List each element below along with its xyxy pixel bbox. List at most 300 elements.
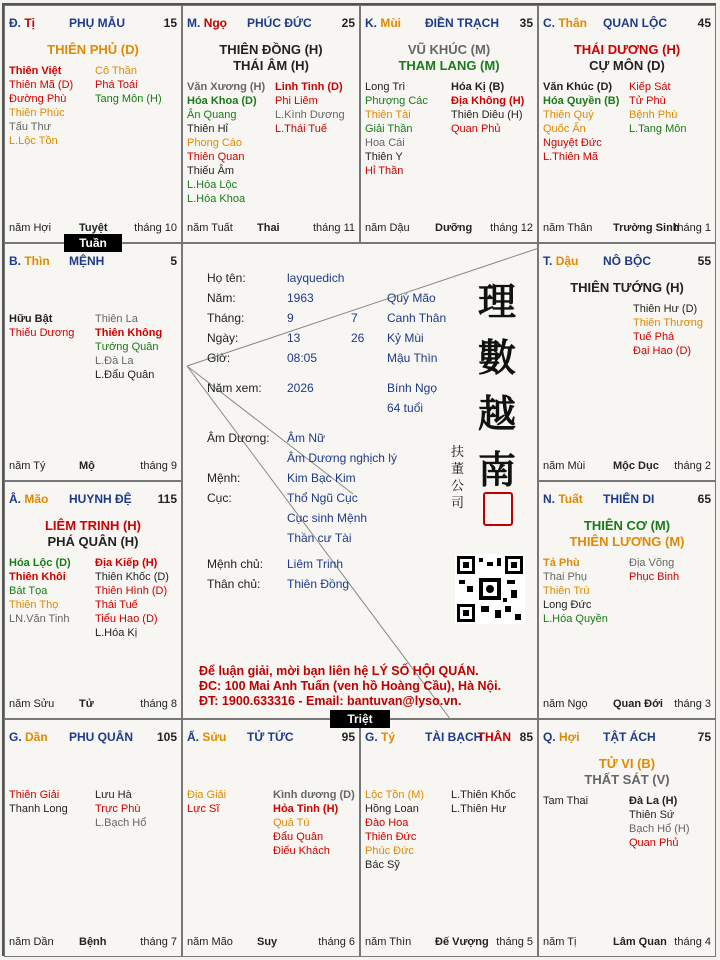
palace-branch-name: Tý: [381, 730, 396, 744]
minor-star: LN.Văn Tinh: [9, 613, 70, 625]
footer-stage: Mộc Dục: [613, 460, 659, 472]
month-label: Tháng:: [207, 311, 245, 325]
minor-star: Thiên Hỉ: [187, 123, 228, 135]
palace-age: 85: [519, 730, 533, 744]
palace-footer: [9, 460, 177, 474]
minor-stars-left: [365, 80, 428, 178]
palace-footer: [187, 222, 355, 236]
footer-year: năm Tuất: [187, 222, 233, 234]
minor-stars-left: [365, 788, 424, 872]
minor-star: Kình dương (D): [273, 789, 355, 801]
minor-star: Bạch Hổ (H): [629, 823, 690, 835]
footer-year: năm Dần: [9, 936, 54, 948]
palace-cell-tuat[interactable]: [538, 481, 716, 719]
palace-stem: Đ.: [9, 16, 21, 30]
palace-cell-dan[interactable]: [4, 719, 182, 957]
minor-star: Tiểu Hao (D): [95, 613, 158, 625]
brand-char-2: 數: [477, 335, 516, 380]
palace-age: 35: [519, 16, 533, 30]
palace-footer: [543, 222, 711, 236]
minor-star: Phong Cáo: [187, 137, 243, 149]
minor-star: Thiên Phúc: [9, 107, 65, 119]
palace-cell-mao[interactable]: [4, 481, 182, 719]
hour-lunar: Mậu Thìn: [387, 351, 438, 365]
footer-stage: Tuyệt: [79, 222, 108, 234]
palace-name: ĐIỀN TRẠCH: [425, 16, 499, 30]
footer-month: tháng 10: [134, 222, 177, 234]
minor-star: Thiên Khôi: [9, 571, 66, 583]
minor-stars-right: [95, 312, 162, 382]
minor-stars-left: [543, 80, 619, 164]
hour-label: Giờ:: [207, 351, 231, 365]
main-star: VŨ KHÚC (M): [407, 42, 491, 57]
minor-star: Kiếp Sát: [629, 81, 671, 93]
palace-branch: [9, 16, 35, 30]
minor-star: Quốc Ấn: [543, 123, 586, 135]
main-star: THIÊN TƯỚNG (H): [570, 280, 684, 295]
minor-star: Đại Hao (D): [633, 345, 692, 357]
footer-year: năm Dậu: [365, 222, 410, 234]
palace-header: [543, 492, 711, 508]
minor-star: Tuế Phá: [633, 331, 675, 343]
footer-month: tháng 5: [496, 936, 533, 948]
cuc-label: Cục:: [207, 491, 232, 505]
minor-star: Hóa Quyền (B): [543, 95, 620, 107]
palace-age: 5: [170, 254, 177, 268]
palace-branch: [365, 16, 401, 30]
minor-stars-right: [451, 788, 516, 816]
palace-branch: [9, 254, 50, 268]
palace-age: 55: [697, 254, 711, 268]
footer-stage: Suy: [257, 936, 278, 948]
minor-stars-left: [543, 794, 588, 808]
minor-star: L.Đẩu Quân: [95, 369, 155, 381]
footer-stage: Lâm Quan: [613, 936, 667, 948]
day-lunar: Kỷ Mùi: [387, 331, 424, 345]
footer-year: năm Tý: [9, 460, 46, 472]
palace-stem: M.: [187, 16, 201, 30]
minor-star: Hóa Kị (B): [451, 81, 505, 93]
palace-branch-name: Thìn: [24, 254, 50, 268]
minor-star: Trực Phù: [95, 803, 141, 815]
thanchu-value: Thiên Đồng: [287, 577, 350, 591]
menhchu-value: Liêm Trinh: [287, 557, 344, 571]
palace-name: PHU QUÂN: [69, 730, 134, 744]
palace-footer: [543, 698, 711, 712]
palace-stem: G.: [9, 730, 22, 744]
palace-header: [543, 254, 711, 270]
minor-star: Văn Khúc (D): [543, 81, 613, 93]
day-solar: 13: [287, 331, 301, 345]
palace-stem: Ấ.: [187, 730, 199, 744]
palace-footer: [9, 936, 177, 950]
minor-stars-left: [9, 556, 71, 626]
minor-star: Cô Thần: [95, 65, 137, 77]
main-star: THÁI DƯƠNG (H): [573, 42, 681, 57]
month-lunar: Canh Thân: [387, 311, 447, 325]
main-star: TỬ VI (B): [598, 756, 656, 771]
minor-star: L.Thiên Khốc: [451, 789, 516, 801]
footer-month: tháng 2: [674, 460, 711, 472]
thanchu-label: Thân chủ:: [207, 577, 261, 591]
minor-star: Thiên La: [95, 313, 138, 325]
footer-year: năm Mão: [187, 936, 233, 948]
footer-stage: Bệnh: [79, 936, 107, 948]
palace-header: [187, 16, 355, 32]
palace-cell-ti[interactable]: [4, 5, 182, 243]
minor-star: L.Tang Môn: [629, 123, 687, 135]
palace-cell-than[interactable]: [538, 5, 716, 243]
palace-name: TÀI BẠCH: [425, 730, 483, 744]
palace-name: PHÚC ĐỨC: [247, 16, 312, 30]
footer-month: tháng 1: [674, 222, 711, 234]
palace-age: 95: [341, 730, 355, 744]
minor-star: L.Thiên Hư: [451, 803, 507, 815]
minor-star: Phục Binh: [629, 571, 680, 583]
minor-star: Văn Xương (H): [187, 81, 266, 93]
view-year: 2026: [287, 381, 314, 395]
palace-name: THIÊN DI: [603, 492, 655, 506]
palace-branch-name: Tuất: [558, 492, 583, 506]
minor-star: Thiên Không: [95, 327, 163, 339]
main-star: THIÊN LƯƠNG (M): [569, 534, 685, 549]
minor-star: Đẩu Quân: [273, 831, 324, 843]
palace-name: MỆNH: [69, 254, 105, 268]
footer-stage: Đế Vượng: [435, 936, 489, 948]
minor-stars-left: [9, 312, 74, 340]
palace-header: [543, 730, 711, 746]
hour-value: 08:05: [287, 351, 318, 365]
minor-star: Thiên Quý: [543, 109, 594, 121]
palace-header: [9, 492, 177, 508]
minor-star: Hóa Lộc (D): [9, 557, 71, 569]
minor-star: Phượng Các: [365, 95, 428, 107]
minor-star: L.Kình Dương: [275, 109, 345, 121]
footer-stage: Trường Sinh: [613, 222, 680, 234]
minor-star: Hồng Loan: [365, 803, 419, 815]
minor-star: Thiên Y: [365, 151, 403, 163]
footer-stage: Quan Đới: [613, 698, 663, 710]
main-star: LIÊM TRINH (H): [44, 518, 142, 533]
minor-star: Địa Giải: [187, 789, 227, 801]
minor-star: Thai Phụ: [543, 571, 588, 583]
footer-year: năm Tị: [543, 936, 577, 948]
palace-footer: [365, 222, 533, 236]
palace-name: QUAN LỘC: [603, 16, 667, 30]
brand-char-3: 越: [477, 391, 516, 436]
palace-stem: B.: [9, 254, 21, 268]
year-lunar: Quý Mão: [387, 291, 436, 305]
minor-star: Lực Sĩ: [187, 803, 220, 815]
minor-star: Bệnh Phù: [629, 109, 678, 121]
main-star: THIÊN ĐỒNG (H): [219, 42, 323, 57]
minor-star: Long Đức: [543, 599, 592, 611]
palace-branch: [543, 254, 578, 268]
footer-month: tháng 12: [490, 222, 533, 234]
menhchu-label: Mệnh chủ:: [207, 557, 264, 571]
brand-char-1: 理: [477, 279, 516, 324]
palace-branch: [187, 16, 227, 30]
palace-footer: [187, 936, 355, 950]
palace-header: [9, 254, 177, 270]
footer-year: năm Hợi: [9, 222, 52, 234]
brand-subtitle: 扶 董 公 司: [451, 445, 465, 511]
minor-star: L.Hóa Khoa: [187, 193, 246, 205]
amduong-value: Âm Nữ: [287, 431, 326, 445]
minor-star: L.Hóa Quyền: [543, 613, 608, 625]
palace-header: [365, 730, 533, 746]
minor-star: Quan Phủ: [629, 837, 679, 849]
minor-star: Địa Không (H): [451, 95, 525, 107]
brand-calligraphy: [467, 274, 527, 498]
minor-star: Thiên Hư (D): [633, 303, 698, 315]
minor-star: Thiên Thương: [633, 317, 704, 329]
name-label: Họ tên:: [207, 271, 246, 285]
menh-value: Kim Bạc Kim: [287, 471, 356, 485]
footer-month: tháng 4: [674, 936, 711, 948]
month-solar: 9: [287, 311, 294, 325]
minor-star: L.Đà La: [95, 355, 134, 367]
footer-year: năm Mùi: [543, 460, 586, 472]
minor-stars-right: [629, 556, 679, 584]
palace-cell-mui[interactable]: [360, 5, 538, 243]
minor-star: Thiên Tài: [365, 109, 411, 121]
footer-year: năm Thìn: [365, 936, 412, 948]
palace-cell-dau[interactable]: [538, 243, 716, 481]
minor-star: Thiên Mã (D): [9, 79, 74, 91]
palace-footer: [9, 698, 177, 712]
contact-block: [199, 664, 501, 709]
contact-line-3: ĐT: 1900.633316 - Email: bantuvan@lyso.vn.: [199, 694, 462, 708]
minor-star: Quả Tú: [273, 817, 310, 829]
view-year-lunar: Bính Ngọ: [387, 381, 438, 395]
palace-branch: [9, 492, 48, 506]
year-solar: 1963: [287, 291, 314, 305]
main-star: CỰ MÔN (D): [589, 58, 665, 73]
main-star: THIÊN PHỦ (D): [47, 42, 139, 57]
footer-month: tháng 11: [312, 222, 355, 234]
contact-line-1: Để luận giải, mời bạn liên hệ LÝ SỐ HỘI QUÁN.: [199, 664, 479, 678]
minor-star: Tả Phù: [543, 557, 580, 569]
minor-star: Hoa Cái: [365, 137, 405, 149]
main-star: THAM LANG (M): [398, 58, 500, 73]
amduong-note: Âm Dương nghịch lý: [287, 451, 397, 465]
palace-stem: Â.: [9, 492, 21, 506]
minor-star: Thiếu Dương: [9, 327, 75, 339]
minor-stars-right: [633, 302, 703, 358]
year-label: Năm:: [207, 291, 236, 305]
main-star: PHÁ QUÂN (H): [47, 534, 139, 549]
minor-stars-right: [451, 80, 524, 136]
brand-char-4: 南: [477, 447, 516, 492]
minor-star: Tang Môn (H): [95, 93, 162, 105]
minor-stars-left: [187, 788, 226, 816]
minor-star: Hỉ Thần: [365, 165, 404, 177]
footer-month: tháng 9: [140, 460, 177, 472]
minor-star: Phúc Đức: [365, 845, 414, 857]
minor-stars-right: [629, 80, 686, 136]
triet-tag: Triệt: [330, 710, 390, 728]
palace-age: 115: [157, 492, 177, 506]
month-lunar-num: 7: [351, 311, 358, 325]
palace-branch: [9, 730, 48, 744]
palace-branch: [365, 730, 395, 744]
palace-age: 105: [156, 730, 177, 744]
palace-branch-name: Ngọ: [203, 16, 228, 30]
minor-stars-right: [273, 788, 355, 858]
minor-stars-right: [95, 64, 162, 106]
minor-star: Thanh Long: [9, 803, 68, 815]
minor-star: Lộc Tồn (M): [365, 789, 425, 801]
minor-star: Ân Quang: [187, 109, 237, 121]
palace-name: PHỤ MẪU: [69, 16, 125, 30]
minor-stars-left: [543, 556, 608, 626]
minor-star: Thiên Thọ: [9, 599, 59, 611]
minor-star: Thiên Đức: [365, 831, 417, 843]
minor-star: Tướng Quân: [95, 341, 159, 353]
footer-year: năm Sửu: [9, 698, 55, 710]
palace-branch-name: Thân: [558, 16, 588, 30]
minor-stars-left: [9, 788, 68, 816]
minor-star: Đà La (H): [629, 795, 678, 807]
palace-cell-ty[interactable]: [360, 719, 538, 957]
minor-star: Thiếu Âm: [187, 165, 235, 177]
footer-year: năm Thân: [543, 222, 593, 234]
menh-label: Mệnh:: [207, 471, 241, 485]
minor-star: Thiên Giải: [9, 789, 60, 801]
minor-star: Điếu Khách: [273, 845, 330, 857]
minor-stars-right: [95, 556, 169, 640]
day-label: Ngày:: [207, 331, 239, 345]
palace-cell-hoi[interactable]: [538, 719, 716, 957]
view-year-label: Năm xem:: [207, 381, 262, 395]
minor-star: Lưu Hà: [95, 789, 132, 801]
minor-star: Long Trì: [365, 81, 406, 93]
palace-cell-thin[interactable]: [4, 243, 182, 481]
palace-stem: K.: [365, 16, 377, 30]
palace-name: HUYNH ĐỆ: [69, 492, 132, 506]
palace-footer: [543, 460, 711, 474]
qr-code[interactable]: [455, 554, 525, 624]
palace-name: TỬ TỨC: [247, 730, 294, 744]
palace-cell-suu[interactable]: [182, 719, 360, 957]
minor-star: Phi Liêm: [275, 95, 318, 107]
amduong-label: Âm Dương:: [207, 431, 270, 445]
horoscope-board: [2, 3, 716, 956]
palace-age: 15: [163, 16, 177, 30]
palace-stem: G.: [365, 730, 378, 744]
footer-stage: Thai: [257, 222, 280, 234]
palace-branch-name: Hợi: [559, 730, 580, 744]
palace-stem: C.: [543, 16, 555, 30]
seal-stamp: [483, 492, 513, 526]
footer-month: tháng 8: [140, 698, 177, 710]
than-marker: THÂN: [477, 730, 511, 744]
palace-stem: T.: [543, 254, 553, 268]
minor-star: L.Lộc Tồn: [9, 135, 58, 147]
minor-star: Thiên Quan: [187, 151, 245, 163]
main-star: THIÊN CƠ (M): [583, 518, 671, 533]
day-lunar-num: 26: [351, 331, 365, 345]
palace-name: NÔ BỘC: [603, 254, 651, 268]
minor-star: L.Hóa Lộc: [187, 179, 238, 191]
minor-star: L.Thiên Mã: [543, 151, 599, 163]
palace-footer: [365, 936, 533, 950]
palace-cell-ngo[interactable]: [182, 5, 360, 243]
palace-header: [365, 16, 533, 32]
minor-stars-right: [629, 794, 690, 850]
minor-star: Thiên Hình (D): [95, 585, 168, 597]
cuc-note-1: Cục sinh Mệnh: [287, 511, 368, 525]
footer-month: tháng 3: [674, 698, 711, 710]
minor-star: Thiên Sứ: [629, 809, 675, 821]
minor-star: Giải Thần: [365, 123, 413, 135]
minor-star: Hỏa Tinh (H): [273, 803, 339, 815]
minor-star: Hữu Bật: [9, 313, 53, 325]
footer-stage: Dưỡng: [435, 222, 473, 234]
minor-stars-right: [275, 80, 345, 136]
palace-name: TẬT ÁCH: [603, 730, 656, 744]
palace-branch-name: Tị: [24, 16, 36, 30]
palace-age: 25: [341, 16, 355, 30]
minor-star: Tấu Thư: [9, 121, 52, 133]
minor-star: Địa Kiếp (H): [95, 557, 158, 569]
footer-stage: Tử: [79, 698, 94, 710]
palace-branch-name: Mão: [24, 492, 49, 506]
palace-footer: [543, 936, 711, 950]
minor-star: Tam Thai: [543, 795, 589, 807]
palace-branch-name: Mùi: [380, 16, 402, 30]
minor-star: Bác Sỹ: [365, 859, 400, 871]
minor-star: Linh Tinh (D): [275, 81, 343, 93]
minor-star: Thiên Khốc (D): [95, 571, 169, 583]
cuc-note-2: Thần cư Tài: [287, 531, 352, 545]
minor-star: L.Bạch Hổ: [95, 817, 147, 829]
minor-stars-left: [9, 64, 73, 148]
minor-star: Đường Phù: [9, 93, 67, 105]
info-block: [207, 268, 446, 594]
cuc-value: Thổ Ngũ Cục: [287, 491, 358, 505]
minor-star: Thái Tuế: [95, 599, 138, 611]
palace-age: 65: [697, 492, 711, 506]
minor-star: Quan Phủ: [451, 123, 501, 135]
palace-branch-name: Dần: [25, 730, 48, 744]
palace-age: 75: [697, 730, 711, 744]
footer-stage: Mộ: [79, 460, 95, 472]
footer-month: tháng 6: [318, 936, 355, 948]
palace-branch: [543, 16, 587, 30]
tuan-tag: Tuần: [64, 234, 122, 252]
main-star: THÁI ÂM (H): [233, 58, 309, 73]
minor-star: Tử Phù: [629, 95, 666, 107]
palace-branch: [543, 492, 583, 506]
minor-star: Thiên Trù: [543, 585, 590, 597]
palace-branch-name: Sửu: [202, 730, 227, 744]
age-value: 64 tuổi: [387, 401, 424, 415]
name-value: layquedich: [287, 271, 345, 285]
minor-star: Hóa Khoa (D): [187, 95, 257, 107]
minor-star: Phá Toái: [95, 79, 138, 91]
minor-star: Thiên Việt: [9, 65, 62, 77]
palace-stem: N.: [543, 492, 555, 506]
minor-star: Đào Hoa: [365, 817, 409, 829]
minor-star: Nguyệt Đức: [543, 137, 602, 149]
footer-year: năm Ngọ: [543, 698, 588, 710]
minor-stars-right: [95, 788, 146, 830]
palace-age: 45: [697, 16, 711, 30]
minor-star: Địa Võng: [629, 557, 675, 569]
minor-star: L.Hóa Kị: [95, 627, 138, 639]
